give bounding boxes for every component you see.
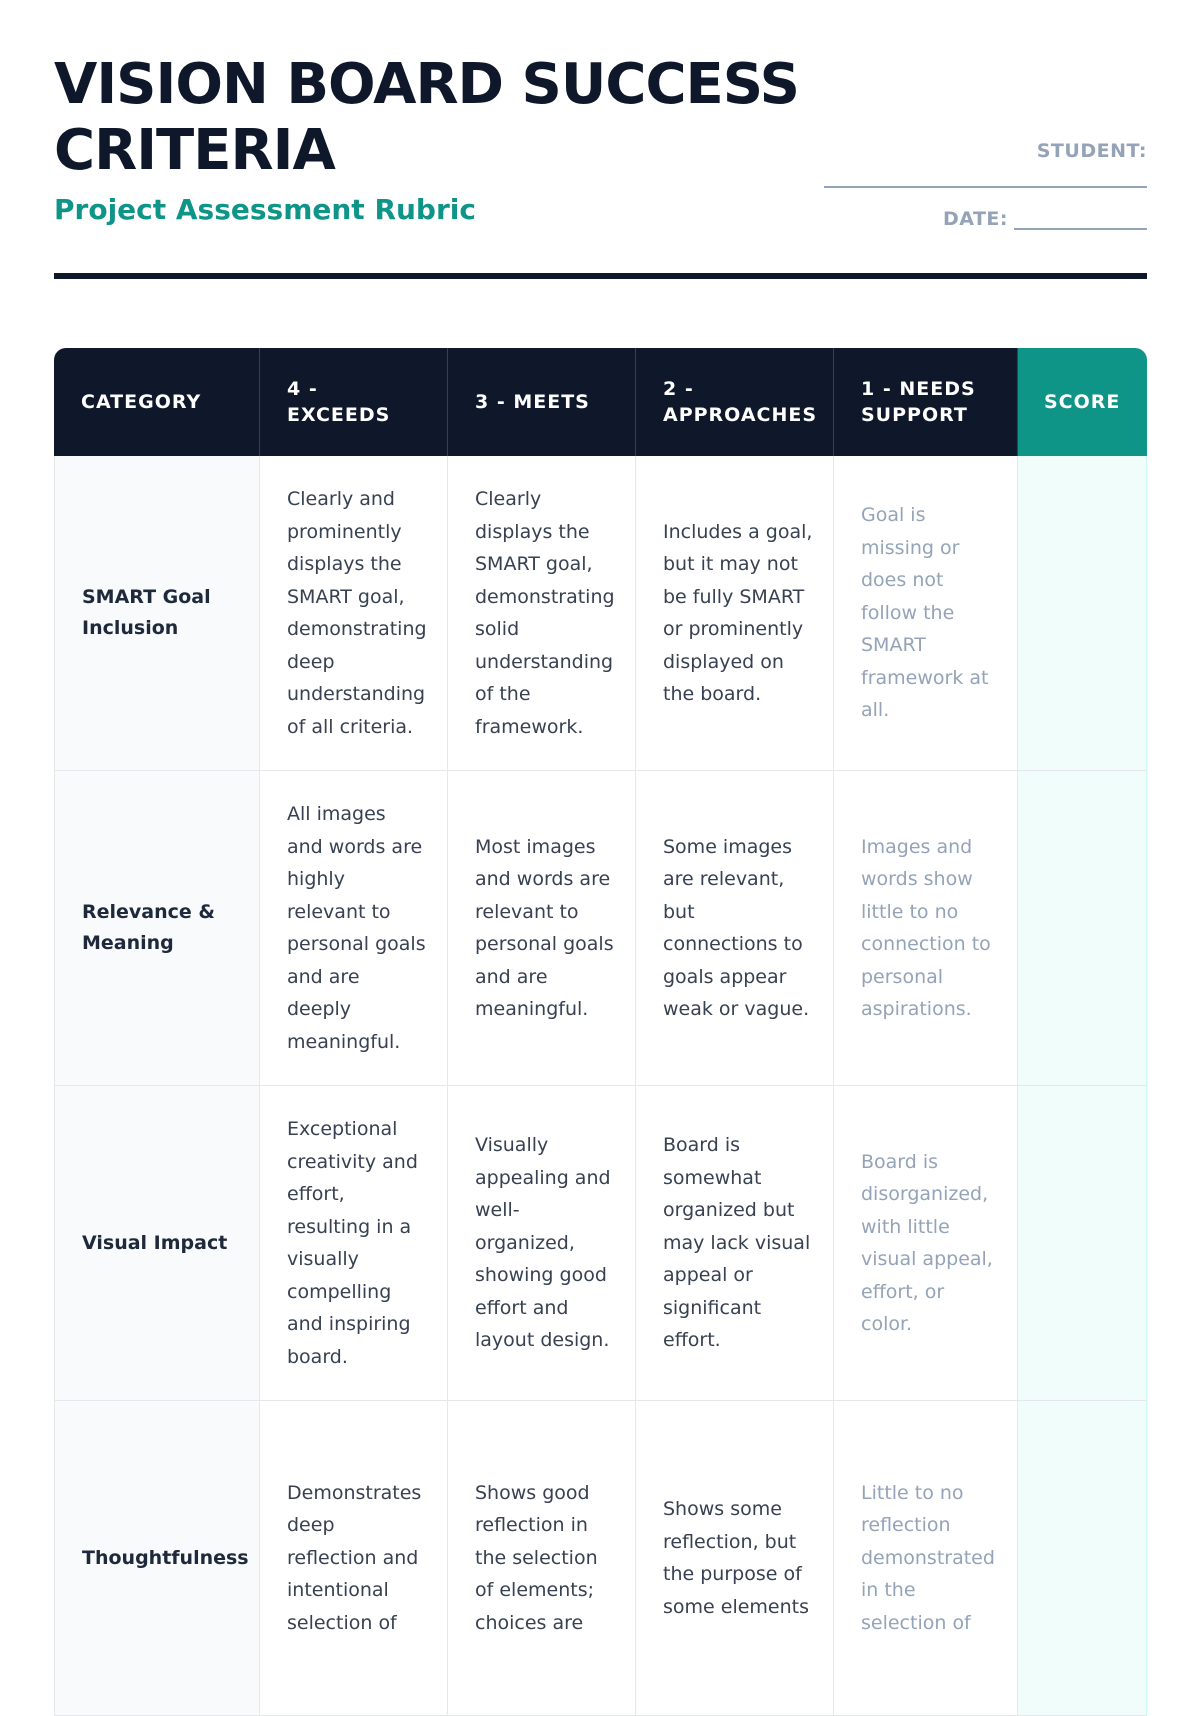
score-cell[interactable] xyxy=(1018,456,1147,771)
column-header-meets: 3 - MEETS xyxy=(448,348,636,456)
rubric-page xyxy=(54,0,1147,1634)
student-label: STUDENT: xyxy=(1036,140,1147,162)
column-header-category: CATEGORY xyxy=(54,348,260,456)
needs-support-cell: Board is disorganized, with little visual appeal, effort, or color. xyxy=(834,1086,1018,1401)
student-name-line[interactable] xyxy=(824,186,1147,188)
date-label: DATE: xyxy=(942,208,1008,230)
approaches-cell: Shows some reflection, but the purpose of some elements xyxy=(636,1401,834,1716)
page-header xyxy=(54,0,1147,282)
category-cell: Relevance & Meaning xyxy=(54,771,260,1086)
rubric-table xyxy=(54,348,1147,1716)
category-cell: Thoughtfulness xyxy=(54,1401,260,1716)
page-subtitle: Project Assessment Rubric xyxy=(54,193,476,226)
approaches-cell: Board is somewhat organized but may lack visual appeal or significant effort. xyxy=(636,1086,834,1401)
meets-cell: Most images and words are relevant to personal goals and are meaningful. xyxy=(448,771,636,1086)
column-header-needs-support: 1 - NEEDS SUPPORT xyxy=(834,348,1018,456)
exceeds-cell: Exceptional creativity and effort, resulting in a visually compelling and inspiring board. xyxy=(260,1086,448,1401)
table-row xyxy=(54,1086,1147,1401)
meets-cell: Visually appealing and well-organized, showing good effort and layout design. xyxy=(448,1086,636,1401)
column-header-score: SCORE xyxy=(1018,348,1147,456)
category-cell: SMART Goal Inclusion xyxy=(54,456,260,771)
exceeds-cell: Demonstrates deep reflection and intentional selection of xyxy=(260,1401,448,1716)
meets-cell: Clearly displays the SMART goal, demonstrating solid understanding of the framework. xyxy=(448,456,636,771)
approaches-cell: Some images are relevant, but connections to goals appear weak or vague. xyxy=(636,771,834,1086)
approaches-cell: Includes a goal, but it may not be fully SMART or prominently displayed on the board. xyxy=(636,456,834,771)
exceeds-cell: All images and words are highly relevant to personal goals and are deeply meaningful. xyxy=(260,771,448,1086)
table-row xyxy=(54,771,1147,1086)
table-row xyxy=(54,1401,1147,1716)
score-cell[interactable] xyxy=(1018,1401,1147,1716)
score-cell[interactable] xyxy=(1018,1086,1147,1401)
column-header-exceeds: 4 - EXCEEDS xyxy=(260,348,448,456)
rubric-header-row xyxy=(54,348,1147,456)
exceeds-cell: Clearly and prominently displays the SMART goal, demonstrating deep understanding of all criteria. xyxy=(260,456,448,771)
date-line[interactable] xyxy=(1014,212,1147,230)
needs-support-cell: Images and words show little to no connection to personal aspirations. xyxy=(834,771,1018,1086)
meets-cell: Shows good reflection in the selection of elements; choices are xyxy=(448,1401,636,1716)
header-divider xyxy=(54,273,1147,279)
needs-support-cell: Little to no reflection demonstrated in the selection of xyxy=(834,1401,1018,1716)
page-title: VISION BOARD SUCCESS CRITERIA xyxy=(54,52,799,183)
score-cell[interactable] xyxy=(1018,771,1147,1086)
date-field xyxy=(943,208,1147,230)
table-row xyxy=(54,456,1147,771)
needs-support-cell: Goal is missing or does not follow the SMART framework at all. xyxy=(834,456,1018,771)
column-header-approaches: 2 - APPROACHES xyxy=(636,348,834,456)
category-cell: Visual Impact xyxy=(54,1086,260,1401)
